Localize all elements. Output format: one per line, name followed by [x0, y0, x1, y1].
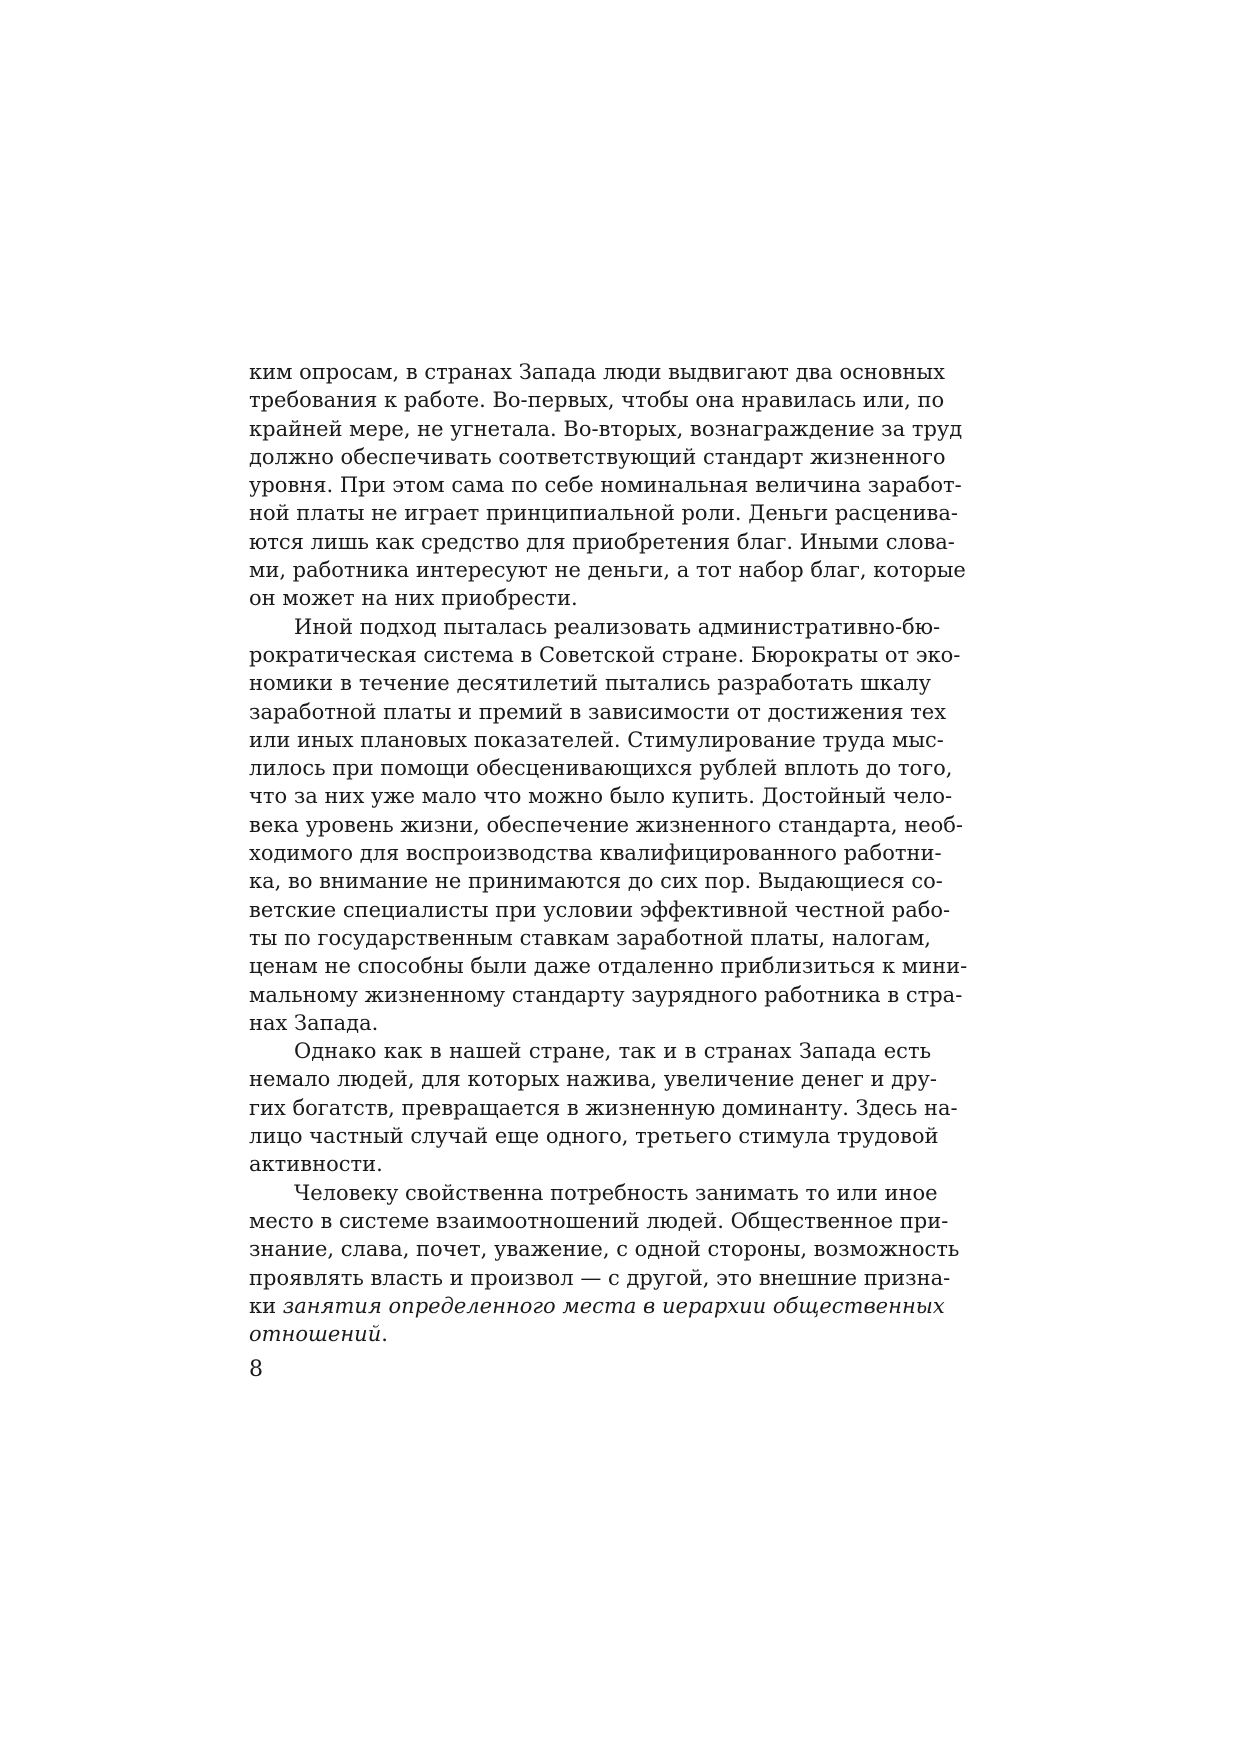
- text-line-content: века уровень жизни, обеспечение жизненного стандарта, необ-: [249, 812, 964, 837]
- text-line-content: ка, во внимание не принимаются до сих пор. Выдающиеся со-: [249, 869, 943, 894]
- text-line: [249, 726, 944, 754]
- text-line-content: уровня. При этом сама по себе номинальная величина заработ-: [249, 473, 962, 498]
- text-line-content: заработной платы и премий в зависимости от достижения тех: [249, 699, 947, 724]
- text-line-tail: .: [381, 1322, 388, 1347]
- text-line-content: лицо частный случай еще одного, третьего стимула трудовой: [249, 1124, 939, 1149]
- text-line-content: ветские специалисты при условии эффективной честной рабо-: [249, 897, 951, 922]
- text-line: [249, 415, 963, 443]
- text-line-content: должно обеспечивать соответствующий стандарт жизненного: [249, 444, 946, 469]
- text-line-content: место в системе взаимоотношений людей. Общественное при-: [249, 1208, 949, 1233]
- text-line: [249, 867, 943, 895]
- text-line: [249, 698, 947, 726]
- text-line-content: Однако как в нашей стране, так и в странах Запада есть: [294, 1039, 931, 1064]
- italic-emphasis: занятия определенного места в иерархии общественных: [282, 1293, 945, 1318]
- text-line-content: ходимого для воспроизводства квалифицированного работни-: [249, 841, 942, 866]
- text-line-content: крайней мере, не угнетала. Во-вторых, вознаграждение за труд: [249, 416, 963, 441]
- text-line: [249, 584, 931, 612]
- text-line-content: ценам не способны были даже отдаленно приблизиться к мини-: [249, 954, 968, 979]
- text-line-content: номики в течение десятилетий пытались разработать шкалу: [249, 671, 931, 696]
- text-line-content: требования к работе. Во-первых, чтобы она нравилась или, по: [249, 388, 945, 413]
- text-line-content: знание, слава, почет, уважение, с одной стороны, возможность: [249, 1237, 960, 1262]
- text-line: [249, 499, 958, 527]
- text-line: [249, 1235, 960, 1263]
- italic-emphasis: отношений: [249, 1322, 382, 1347]
- text-line-content: рократическая система в Советской стране. Бюрократы от эко-: [249, 642, 961, 667]
- text-line: [249, 1292, 945, 1320]
- text-line: [249, 981, 963, 1009]
- text-line: [249, 443, 946, 471]
- text-line-content: гих богатств, превращается в жизненную доминанту. Здесь на-: [249, 1095, 958, 1120]
- text-line: [249, 1179, 938, 1207]
- text-line: [249, 1122, 939, 1150]
- text-line-content: Иной подход пыталась реализовать административно-бю-: [294, 614, 941, 639]
- text-line: [249, 613, 941, 641]
- text-line-content: ким опросам, в странах Запада люди выдвигают два основных: [249, 360, 945, 384]
- text-line-content: мальному жизненному стандарту заурядного работника в стра-: [249, 982, 963, 1007]
- page-number: 8: [249, 1357, 263, 1382]
- text-line: [249, 1320, 931, 1348]
- text-line-content: что за них уже мало что можно было купить. Достойный чело-: [249, 784, 953, 809]
- text-line: [249, 1094, 958, 1122]
- text-line: [249, 1037, 931, 1065]
- text-line-content: ки: [249, 1293, 283, 1318]
- text-line-content: или иных плановых показателей. Стимулирование труда мыс-: [249, 727, 944, 752]
- text-line-content: проявлять власть и произвол — с другой, это внешние призна-: [249, 1265, 951, 1290]
- text-line-content: он может на них приобрести.: [249, 586, 578, 611]
- text-line: [249, 1150, 931, 1178]
- body-text: [249, 358, 968, 1348]
- text-line: [249, 556, 966, 584]
- text-line: [249, 924, 931, 952]
- text-line: [249, 811, 964, 839]
- text-line: [249, 358, 945, 386]
- text-line: [249, 528, 955, 556]
- text-line-content: нах Запада.: [249, 1010, 379, 1035]
- text-line: [249, 669, 931, 697]
- text-line-content: ми, работника интересуют не деньги, а тот набор благ, которые: [249, 558, 966, 583]
- text-line: [249, 952, 968, 980]
- text-line: [249, 782, 953, 810]
- text-line: [249, 754, 953, 782]
- text-line-content: Человеку свойственна потребность занимать то или иное: [294, 1180, 938, 1205]
- text-line: [249, 839, 942, 867]
- text-line-content: лилось при помощи обесценивающихся рублей вплоть до того,: [249, 756, 953, 781]
- text-line: [249, 471, 962, 499]
- text-line-content: ной платы не играет принципиальной роли. Деньги расценива-: [249, 501, 958, 526]
- text-line-content: ются лишь как средство для приобретения благ. Иными слова-: [249, 529, 955, 554]
- text-line-content: активности.: [249, 1152, 383, 1177]
- text-line: [249, 1009, 931, 1037]
- text-line: [249, 1207, 949, 1235]
- text-line: [249, 896, 951, 924]
- text-line: [249, 1264, 951, 1292]
- text-line: [249, 1065, 937, 1093]
- text-line: [249, 386, 945, 414]
- text-line: [249, 641, 961, 669]
- text-line-content: немало людей, для которых нажива, увеличение денег и дру-: [249, 1067, 937, 1092]
- text-line-content: ты по государственным ставкам заработной платы, налогам,: [249, 925, 931, 950]
